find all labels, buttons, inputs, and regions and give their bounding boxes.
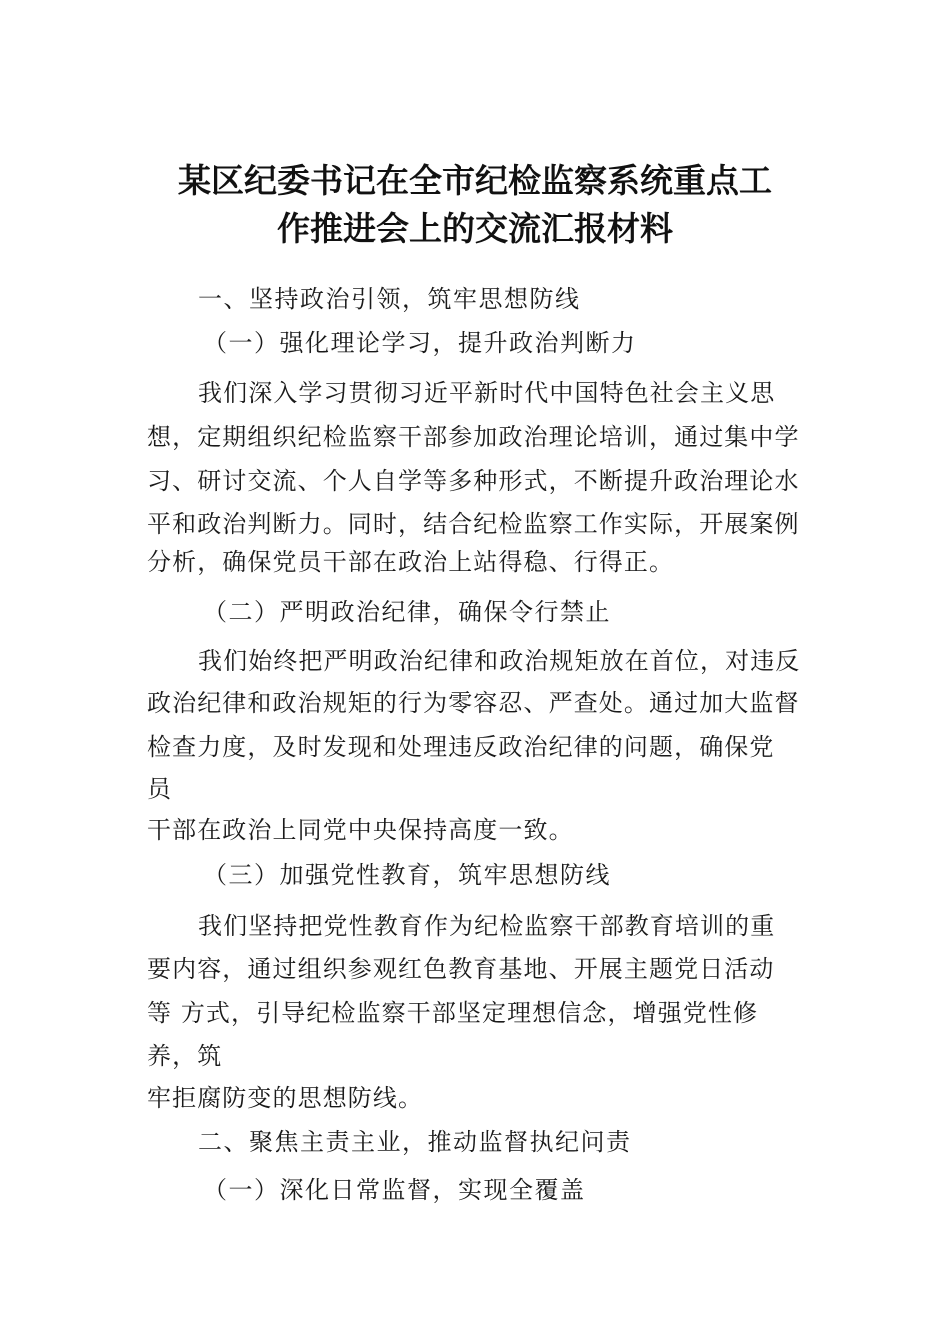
subsection-heading-1-2: （二）严明政治纪律，确保令行禁止 — [203, 598, 611, 626]
paragraph-line: 养，筑 — [147, 1042, 223, 1070]
section-heading-2: 二、聚焦主责主业，推动监督执纪问责 — [198, 1128, 632, 1156]
paragraph-line: 我们坚持把党性教育作为纪检监察干部教育培训的重 — [198, 912, 776, 940]
paragraph-line: 我们始终把严明政治纪律和政治规矩放在首位，对违反 — [198, 647, 801, 675]
paragraph-line: 政治纪律和政治规矩的行为零容忍、严查处。通过加大监督 — [147, 689, 800, 717]
paragraph-line: 平和政治判断力。同时，结合纪检监察工作实际，开展案例 — [147, 510, 800, 538]
paragraph-line: 习、研讨交流、个人自学等多种形式，不断提升政治理论水 — [147, 467, 800, 495]
paragraph-line: 检查力度，及时发现和处理违反政治纪律的问题，确保党 — [147, 733, 775, 761]
paragraph-line: 等 方式，引导纪检监察干部坚定理想信念，增强党性修 — [147, 999, 759, 1027]
document-title-line-2: 作推进会上的交流汇报材料 — [277, 209, 673, 248]
subsection-heading-1-1: （一）强化理论学习，提升政治判断力 — [203, 329, 637, 357]
paragraph-line: 分析，确保党员干部在政治上站得稳、行得正。 — [147, 548, 675, 576]
paragraph-line: 要内容，通过组织参观红色教育基地、开展主题党日活动 — [147, 955, 775, 983]
paragraph-line: 干部在政治上同党中央保持高度一致。 — [147, 816, 574, 844]
paragraph-line: 牢拒腐防变的思想防线。 — [147, 1084, 424, 1112]
paragraph-line: 员 — [147, 775, 173, 803]
paragraph-line: 我们深入学习贯彻习近平新时代中国特色社会主义思 — [198, 379, 776, 407]
subsection-heading-2-1: （一）深化日常监督，实现全覆盖 — [203, 1176, 586, 1204]
document-title-line-1: 某区纪委书记在全市纪检监察系统重点工 — [178, 161, 772, 200]
subsection-heading-1-3: （三）加强党性教育，筑牢思想防线 — [203, 861, 611, 889]
paragraph-line: 想，定期组织纪检监察干部参加政治理论培训，通过集中学 — [147, 423, 800, 451]
section-heading-1: 一、坚持政治引领，筑牢思想防线 — [198, 285, 581, 313]
